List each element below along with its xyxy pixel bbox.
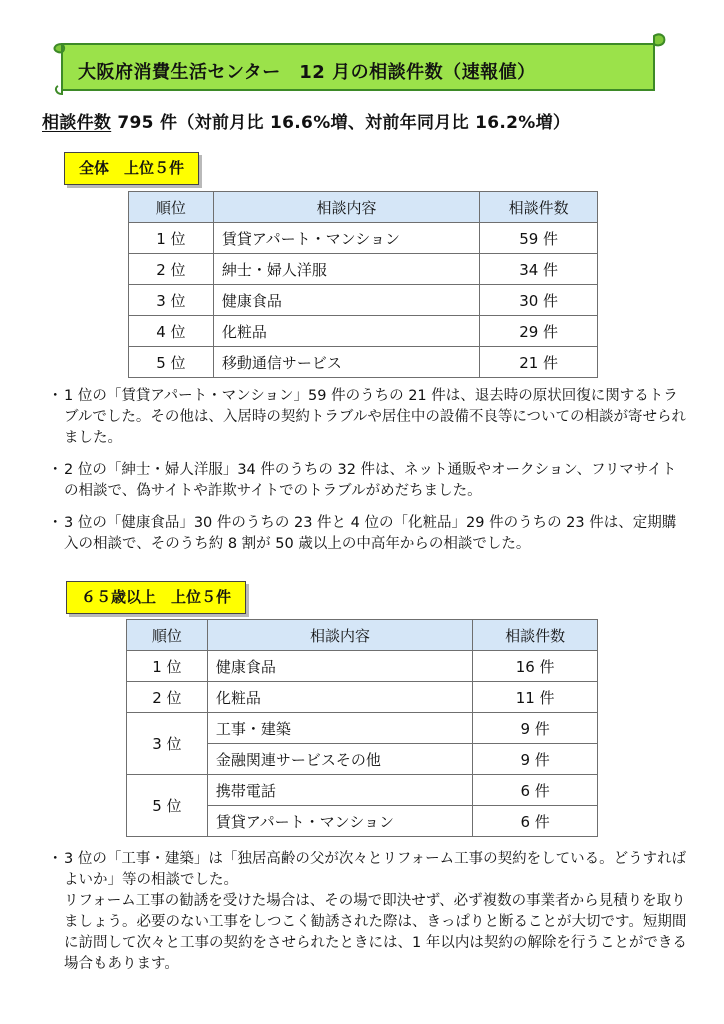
count-cell: 29 件 <box>480 316 598 347</box>
section-heading-all: 全体 上位５件 <box>64 152 199 185</box>
count-cell: 59 件 <box>480 223 598 254</box>
count-cell: 9 件 <box>473 713 598 744</box>
note-text: 2 位の「紳士・婦人洋服」34 件のうちの 32 件は、ネット通販やオークション、フリマサイトの相談で、偽サイトや詐欺サイトでのトラブルがめだちました。 <box>64 462 677 499</box>
table-header-row <box>129 192 598 223</box>
rank-cell: 4 位 <box>129 316 214 347</box>
summary-text: 795 件（対前月比 16.6%増、対前年同月比 16.2%増） <box>111 113 571 133</box>
content-cell: 化粧品 <box>213 316 479 347</box>
rank-cell: 1 位 <box>129 223 214 254</box>
note-item <box>48 849 688 975</box>
content-cell: 賃貸アパート・マンション <box>213 223 479 254</box>
count-cell: 30 件 <box>480 285 598 316</box>
rank-cell: 2 位 <box>129 254 214 285</box>
rank-cell: 2 位 <box>127 682 208 713</box>
bullet-icon: ・ <box>48 515 63 531</box>
rank-cell: 5 位 <box>127 775 208 837</box>
rank-cell: 1 位 <box>127 651 208 682</box>
table-row <box>129 347 598 378</box>
bullet-icon: ・ <box>48 388 63 404</box>
table-row <box>127 651 598 682</box>
section-heading-senior: ６５歳以上 上位５件 <box>66 581 246 614</box>
content-cell: 移動通信サービス <box>213 347 479 378</box>
content-cell: 工事・建築 <box>207 713 472 744</box>
column-header: 順位 <box>127 620 208 651</box>
content-cell: 携帯電話 <box>207 775 472 806</box>
note-text: リフォーム工事の勧誘を受けた場合は、その場で即決せず、必ず複数の事業者から見積りを取りましょう。必要のない工事をしつこく勧誘された際は、きっぱりと断ることが大切です。短期間に訪問して次々と工事の契約をさせられたときには、1 年以内は契約の解除を行うことができる場合もあります。 <box>64 893 687 972</box>
count-cell: 21 件 <box>480 347 598 378</box>
table-row <box>129 316 598 347</box>
note-text: 3 位の「工事・建築」は「独居高齢の父が次々とリフォーム工事の契約をしている。どうすればよいか」等の相談でした。 <box>64 851 687 888</box>
note-text: 1 位の「賃貸アパート・マンション」59 件のうちの 21 件は、退去時の原状回復に関するトラブルでした。その他は、入居時の契約トラブルや居住中の設備不良等についての相談が寄せられました。 <box>64 388 687 446</box>
table-row <box>127 682 598 713</box>
count-cell: 6 件 <box>473 806 598 837</box>
note-item <box>48 460 688 502</box>
content-cell: 健康食品 <box>207 651 472 682</box>
column-header: 相談件数 <box>480 192 598 223</box>
column-header: 相談件数 <box>473 620 598 651</box>
count-cell: 34 件 <box>480 254 598 285</box>
table-row <box>129 223 598 254</box>
rank-cell: 3 位 <box>129 285 214 316</box>
bullet-icon: ・ <box>48 462 63 478</box>
column-header: 順位 <box>129 192 214 223</box>
table-header-row <box>127 620 598 651</box>
column-header: 相談内容 <box>213 192 479 223</box>
note-item <box>48 513 688 555</box>
content-cell: 金融関連サービスその他 <box>207 744 472 775</box>
count-cell: 6 件 <box>473 775 598 806</box>
ranking-table-senior <box>126 619 598 837</box>
title-banner <box>48 30 678 96</box>
note-item <box>48 386 688 449</box>
rank-cell: 3 位 <box>127 713 208 775</box>
table-row <box>129 254 598 285</box>
summary-line <box>42 108 570 133</box>
content-cell: 化粧品 <box>207 682 472 713</box>
bullet-icon: ・ <box>48 851 63 867</box>
content-cell: 賃貸アパート・マンション <box>207 806 472 837</box>
summary-label: 相談件数 <box>42 113 112 133</box>
count-cell: 16 件 <box>473 651 598 682</box>
content-cell: 紳士・婦人洋服 <box>213 254 479 285</box>
table-row <box>129 285 598 316</box>
table-row <box>127 713 598 744</box>
rank-cell: 5 位 <box>129 347 214 378</box>
count-cell: 11 件 <box>473 682 598 713</box>
count-cell: 9 件 <box>473 744 598 775</box>
table-row <box>127 775 598 806</box>
ranking-table-all <box>128 191 598 378</box>
page-title: 大阪府消費生活センター 12 月の相談件数（速報値） <box>78 62 536 83</box>
column-header: 相談内容 <box>207 620 472 651</box>
note-text: 3 位の「健康食品」30 件のうちの 23 件と 4 位の「化粧品」29 件のうちの 23 件は、定期購入の相談で、そのうち約 8 割が 50 歳以上の中高年からの相談でした。 <box>64 515 677 552</box>
content-cell: 健康食品 <box>213 285 479 316</box>
